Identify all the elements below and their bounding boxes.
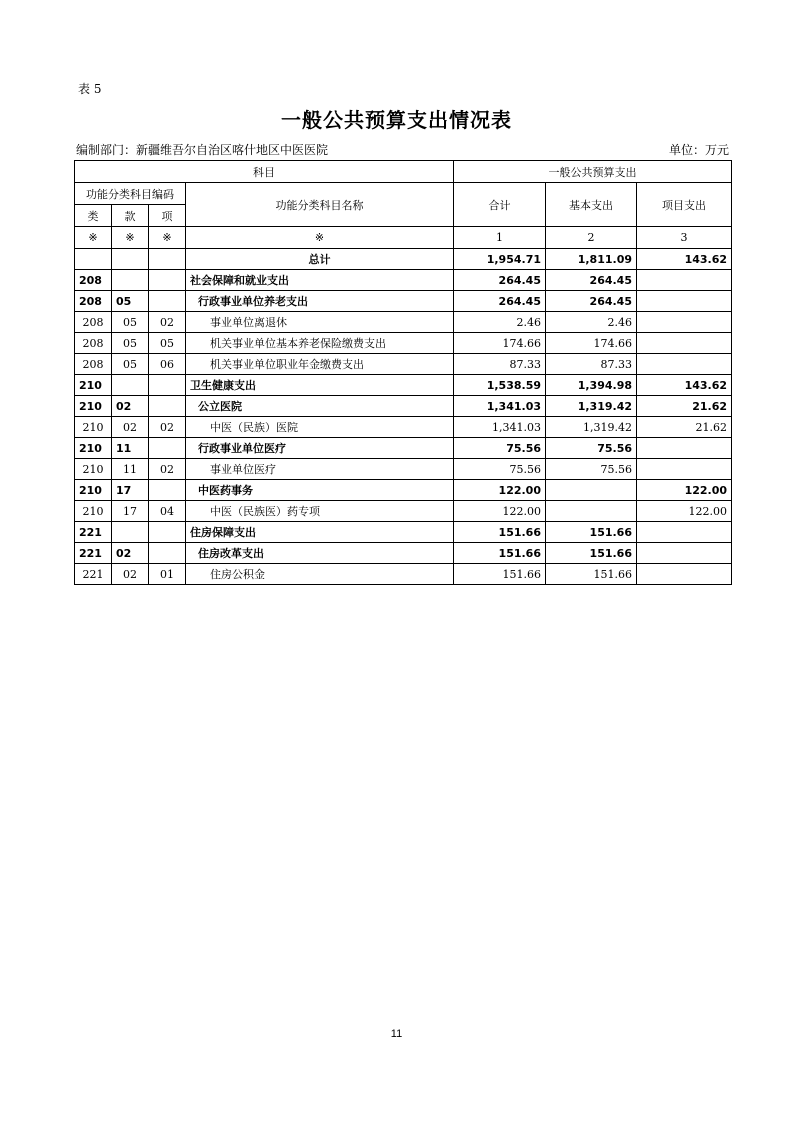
header-mark: ※ <box>186 227 454 249</box>
row-name: 卫生健康支出 <box>186 375 454 396</box>
row-kuan: 11 <box>112 438 149 459</box>
table-row <box>75 354 732 375</box>
row-total: 1,341.03 <box>454 417 546 438</box>
row-lei: 210 <box>75 459 112 480</box>
row-name: 行政事业单位医疗 <box>186 438 454 459</box>
row-xiang: 04 <box>149 501 186 522</box>
table-row <box>75 522 732 543</box>
row-project <box>637 459 732 480</box>
row-kuan: 17 <box>112 501 149 522</box>
row-kuan <box>112 522 149 543</box>
row-project: 143.62 <box>637 375 732 396</box>
row-project <box>637 312 732 333</box>
row-basic: 264.45 <box>546 291 637 312</box>
header-mark: ※ <box>112 227 149 249</box>
row-name: 中医（民族医）药专项 <box>186 501 454 522</box>
row-lei: 208 <box>75 312 112 333</box>
row-kuan: 11 <box>112 459 149 480</box>
row-total: 87.33 <box>454 354 546 375</box>
grand-total-label: 总计 <box>186 249 454 270</box>
row-basic <box>546 501 637 522</box>
row-project: 21.62 <box>637 396 732 417</box>
row-lei: 208 <box>75 291 112 312</box>
row-basic: 1,394.98 <box>546 375 637 396</box>
row-project <box>637 270 732 291</box>
row-basic: 1,319.42 <box>546 417 637 438</box>
row-basic: 151.66 <box>546 564 637 585</box>
table-row <box>75 501 732 522</box>
row-project <box>637 522 732 543</box>
row-xiang <box>149 522 186 543</box>
budget-table <box>74 160 732 585</box>
row-xiang: 01 <box>149 564 186 585</box>
row-kuan: 02 <box>112 564 149 585</box>
header-kuan: 款 <box>112 205 149 227</box>
row-lei: 210 <box>75 501 112 522</box>
table-row <box>75 417 732 438</box>
row-lei: 221 <box>75 543 112 564</box>
row-kuan: 02 <box>112 543 149 564</box>
row-xiang: 02 <box>149 459 186 480</box>
row-xiang: 02 <box>149 312 186 333</box>
row-project <box>637 543 732 564</box>
row-name: 住房保障支出 <box>186 522 454 543</box>
header-basic: 基本支出 <box>546 183 637 227</box>
row-total: 122.00 <box>454 501 546 522</box>
row-lei: 221 <box>75 522 112 543</box>
header-lei: 类 <box>75 205 112 227</box>
row-project <box>637 438 732 459</box>
row-name: 机关事业单位基本养老保险缴费支出 <box>186 333 454 354</box>
grand-total-row <box>75 249 732 270</box>
row-basic: 151.66 <box>546 522 637 543</box>
table-row <box>75 543 732 564</box>
row-xiang <box>149 396 186 417</box>
row-total: 2.46 <box>454 312 546 333</box>
table-row <box>75 438 732 459</box>
grand-total-total: 1,954.71 <box>454 249 546 270</box>
row-name: 机关事业单位职业年金缴费支出 <box>186 354 454 375</box>
header-mark: ※ <box>149 227 186 249</box>
row-name: 中医（民族）医院 <box>186 417 454 438</box>
row-xiang <box>149 375 186 396</box>
row-basic: 174.66 <box>546 333 637 354</box>
row-lei: 210 <box>75 417 112 438</box>
row-name: 住房公积金 <box>186 564 454 585</box>
header-col3: 3 <box>637 227 732 249</box>
row-project <box>637 333 732 354</box>
row-name: 社会保障和就业支出 <box>186 270 454 291</box>
row-kuan <box>112 270 149 291</box>
row-total: 75.56 <box>454 438 546 459</box>
row-kuan: 05 <box>112 291 149 312</box>
header-xiang: 项 <box>149 205 186 227</box>
row-kuan: 17 <box>112 480 149 501</box>
header-budget-group: 一般公共预算支出 <box>454 161 732 183</box>
row-kuan <box>112 375 149 396</box>
grand-total-project: 143.62 <box>637 249 732 270</box>
header-mark: ※ <box>75 227 112 249</box>
row-lei: 210 <box>75 480 112 501</box>
row-kuan: 02 <box>112 417 149 438</box>
row-xiang <box>149 543 186 564</box>
unit-label: 单位：万元 <box>668 143 729 157</box>
table-row <box>75 480 732 501</box>
row-lei: 221 <box>75 564 112 585</box>
row-total: 1,341.03 <box>454 396 546 417</box>
row-basic: 2.46 <box>546 312 637 333</box>
row-project <box>637 291 732 312</box>
row-total: 151.66 <box>454 522 546 543</box>
table-row <box>75 459 732 480</box>
row-total: 1,538.59 <box>454 375 546 396</box>
row-lei: 210 <box>75 438 112 459</box>
row-total: 122.00 <box>454 480 546 501</box>
row-basic: 87.33 <box>546 354 637 375</box>
table-label: 表 5 <box>78 82 102 96</box>
row-total: 264.45 <box>454 291 546 312</box>
row-xiang <box>149 438 186 459</box>
row-kuan: 05 <box>112 333 149 354</box>
header-col2: 2 <box>546 227 637 249</box>
department-label: 编制部门：新疆维吾尔自治区喀什地区中医医院 <box>76 143 329 157</box>
row-xiang: 06 <box>149 354 186 375</box>
header-col1: 1 <box>454 227 546 249</box>
row-name: 中医药事务 <box>186 480 454 501</box>
page-title: 一般公共预算支出情况表 <box>281 108 512 132</box>
header-total: 合计 <box>454 183 546 227</box>
row-xiang: 02 <box>149 417 186 438</box>
row-total: 264.45 <box>454 270 546 291</box>
row-kuan: 05 <box>112 354 149 375</box>
row-basic: 151.66 <box>546 543 637 564</box>
row-name: 行政事业单位养老支出 <box>186 291 454 312</box>
row-xiang <box>149 270 186 291</box>
table-row <box>75 396 732 417</box>
row-name: 事业单位医疗 <box>186 459 454 480</box>
row-name: 住房改革支出 <box>186 543 454 564</box>
row-project: 122.00 <box>637 501 732 522</box>
table-row <box>75 312 732 333</box>
row-xiang <box>149 291 186 312</box>
header-code-group: 功能分类科目编码 <box>75 183 186 205</box>
row-total: 174.66 <box>454 333 546 354</box>
row-project <box>637 564 732 585</box>
row-basic: 264.45 <box>546 270 637 291</box>
row-lei: 208 <box>75 333 112 354</box>
row-project <box>637 354 732 375</box>
row-lei: 208 <box>75 354 112 375</box>
header-project: 项目支出 <box>637 183 732 227</box>
row-project: 122.00 <box>637 480 732 501</box>
row-total: 151.66 <box>454 543 546 564</box>
row-basic: 1,319.42 <box>546 396 637 417</box>
row-project: 21.62 <box>637 417 732 438</box>
row-lei: 210 <box>75 396 112 417</box>
table-row <box>75 564 732 585</box>
row-lei: 208 <box>75 270 112 291</box>
row-name: 事业单位离退休 <box>186 312 454 333</box>
grand-total-basic: 1,811.09 <box>546 249 637 270</box>
row-lei: 210 <box>75 375 112 396</box>
header-name: 功能分类科目名称 <box>186 183 454 227</box>
table-row <box>75 375 732 396</box>
header-subject: 科目 <box>75 161 454 183</box>
row-basic: 75.56 <box>546 459 637 480</box>
table-row <box>75 291 732 312</box>
row-xiang <box>149 480 186 501</box>
row-xiang: 05 <box>149 333 186 354</box>
row-kuan: 02 <box>112 396 149 417</box>
row-basic <box>546 480 637 501</box>
row-name: 公立医院 <box>186 396 454 417</box>
row-kuan: 05 <box>112 312 149 333</box>
table-row <box>75 270 732 291</box>
row-total: 151.66 <box>454 564 546 585</box>
page-number: 11 <box>390 1028 403 1040</box>
row-total: 75.56 <box>454 459 546 480</box>
row-basic: 75.56 <box>546 438 637 459</box>
table-row <box>75 333 732 354</box>
